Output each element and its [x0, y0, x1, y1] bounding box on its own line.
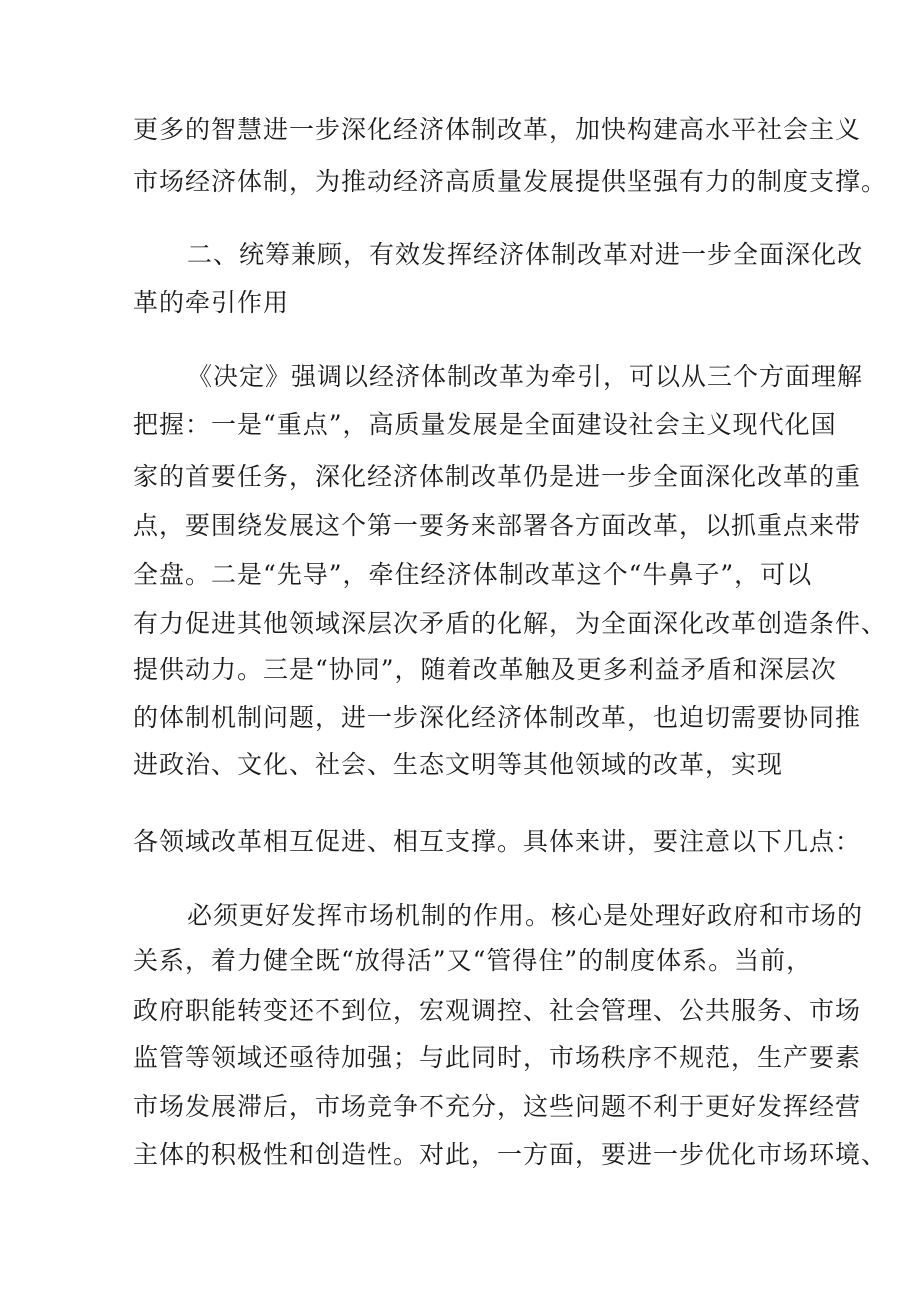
- section-heading-line-2: 革的牵引作用: [133, 288, 290, 317]
- text-line-18: 监管等领域还亟待加强；与此同时，市场秩序不规范，生产要素: [133, 1043, 862, 1072]
- text-line-20: 主体的积极性和创造性。对此，一方面，要进一步优化市场环境、: [133, 1140, 888, 1169]
- text-line-11: 提供动力。三是“协同”，随着改革触及更多利益矛盾和深层次: [133, 655, 837, 684]
- text-line-13: 进政治、文化、社会、生态文明等其他领域的改革，实现: [133, 750, 784, 779]
- section-heading-line-1: 二、统筹兼顾，有效发挥经济体制改革对进一步全面深化改: [187, 240, 864, 269]
- text-line-2: 市场经济体制，为推动经济高质量发展提供坚强有力的制度支撑。: [133, 167, 888, 196]
- text-line-19: 市场发展滞后，市场竞争不充分，这些问题不利于更好发挥经营: [133, 1092, 862, 1121]
- text-line-15: 必须更好发挥市场机制的作用。核心是处理好政府和市场的: [187, 901, 864, 930]
- text-line-17: 政府职能转变还不到位，宏观调控、社会管理、公共服务、市场: [133, 996, 862, 1025]
- text-line-14: 各领域改革相互促进、相互支撑。具体来讲，要注意以下几点：: [133, 827, 862, 856]
- text-line-16: 关系，着力健全既“放得活”又“管得住”的制度体系。当前，: [133, 946, 813, 975]
- text-line-1: 更多的智慧进一步深化经济体制改革，加快构建高水平社会主义: [133, 115, 862, 144]
- text-line-9: 全盘。二是“先导”，牵住经济体制改革这个“牛鼻子”，可以: [133, 560, 813, 589]
- text-line-5: 《决定》强调以经济体制改革为牵引，可以从三个方面理解: [187, 362, 864, 391]
- text-line-12: 的体制机制问题，进一步深化经济体制改革，也迫切需要协同推: [133, 703, 862, 732]
- text-line-8: 点，要围绕发展这个第一要务来部署各方面改革，以抓重点来带: [133, 511, 862, 540]
- text-line-6: 把握：一是“重点”，高质量发展是全面建设社会主义现代化国: [133, 410, 837, 439]
- text-line-10: 有力促进其他领域深层次矛盾的化解，为全面深化改革创造条件、: [133, 609, 888, 638]
- text-line-7: 家的首要任务，深化经济体制改革仍是进一步全面深化改革的重: [133, 462, 862, 491]
